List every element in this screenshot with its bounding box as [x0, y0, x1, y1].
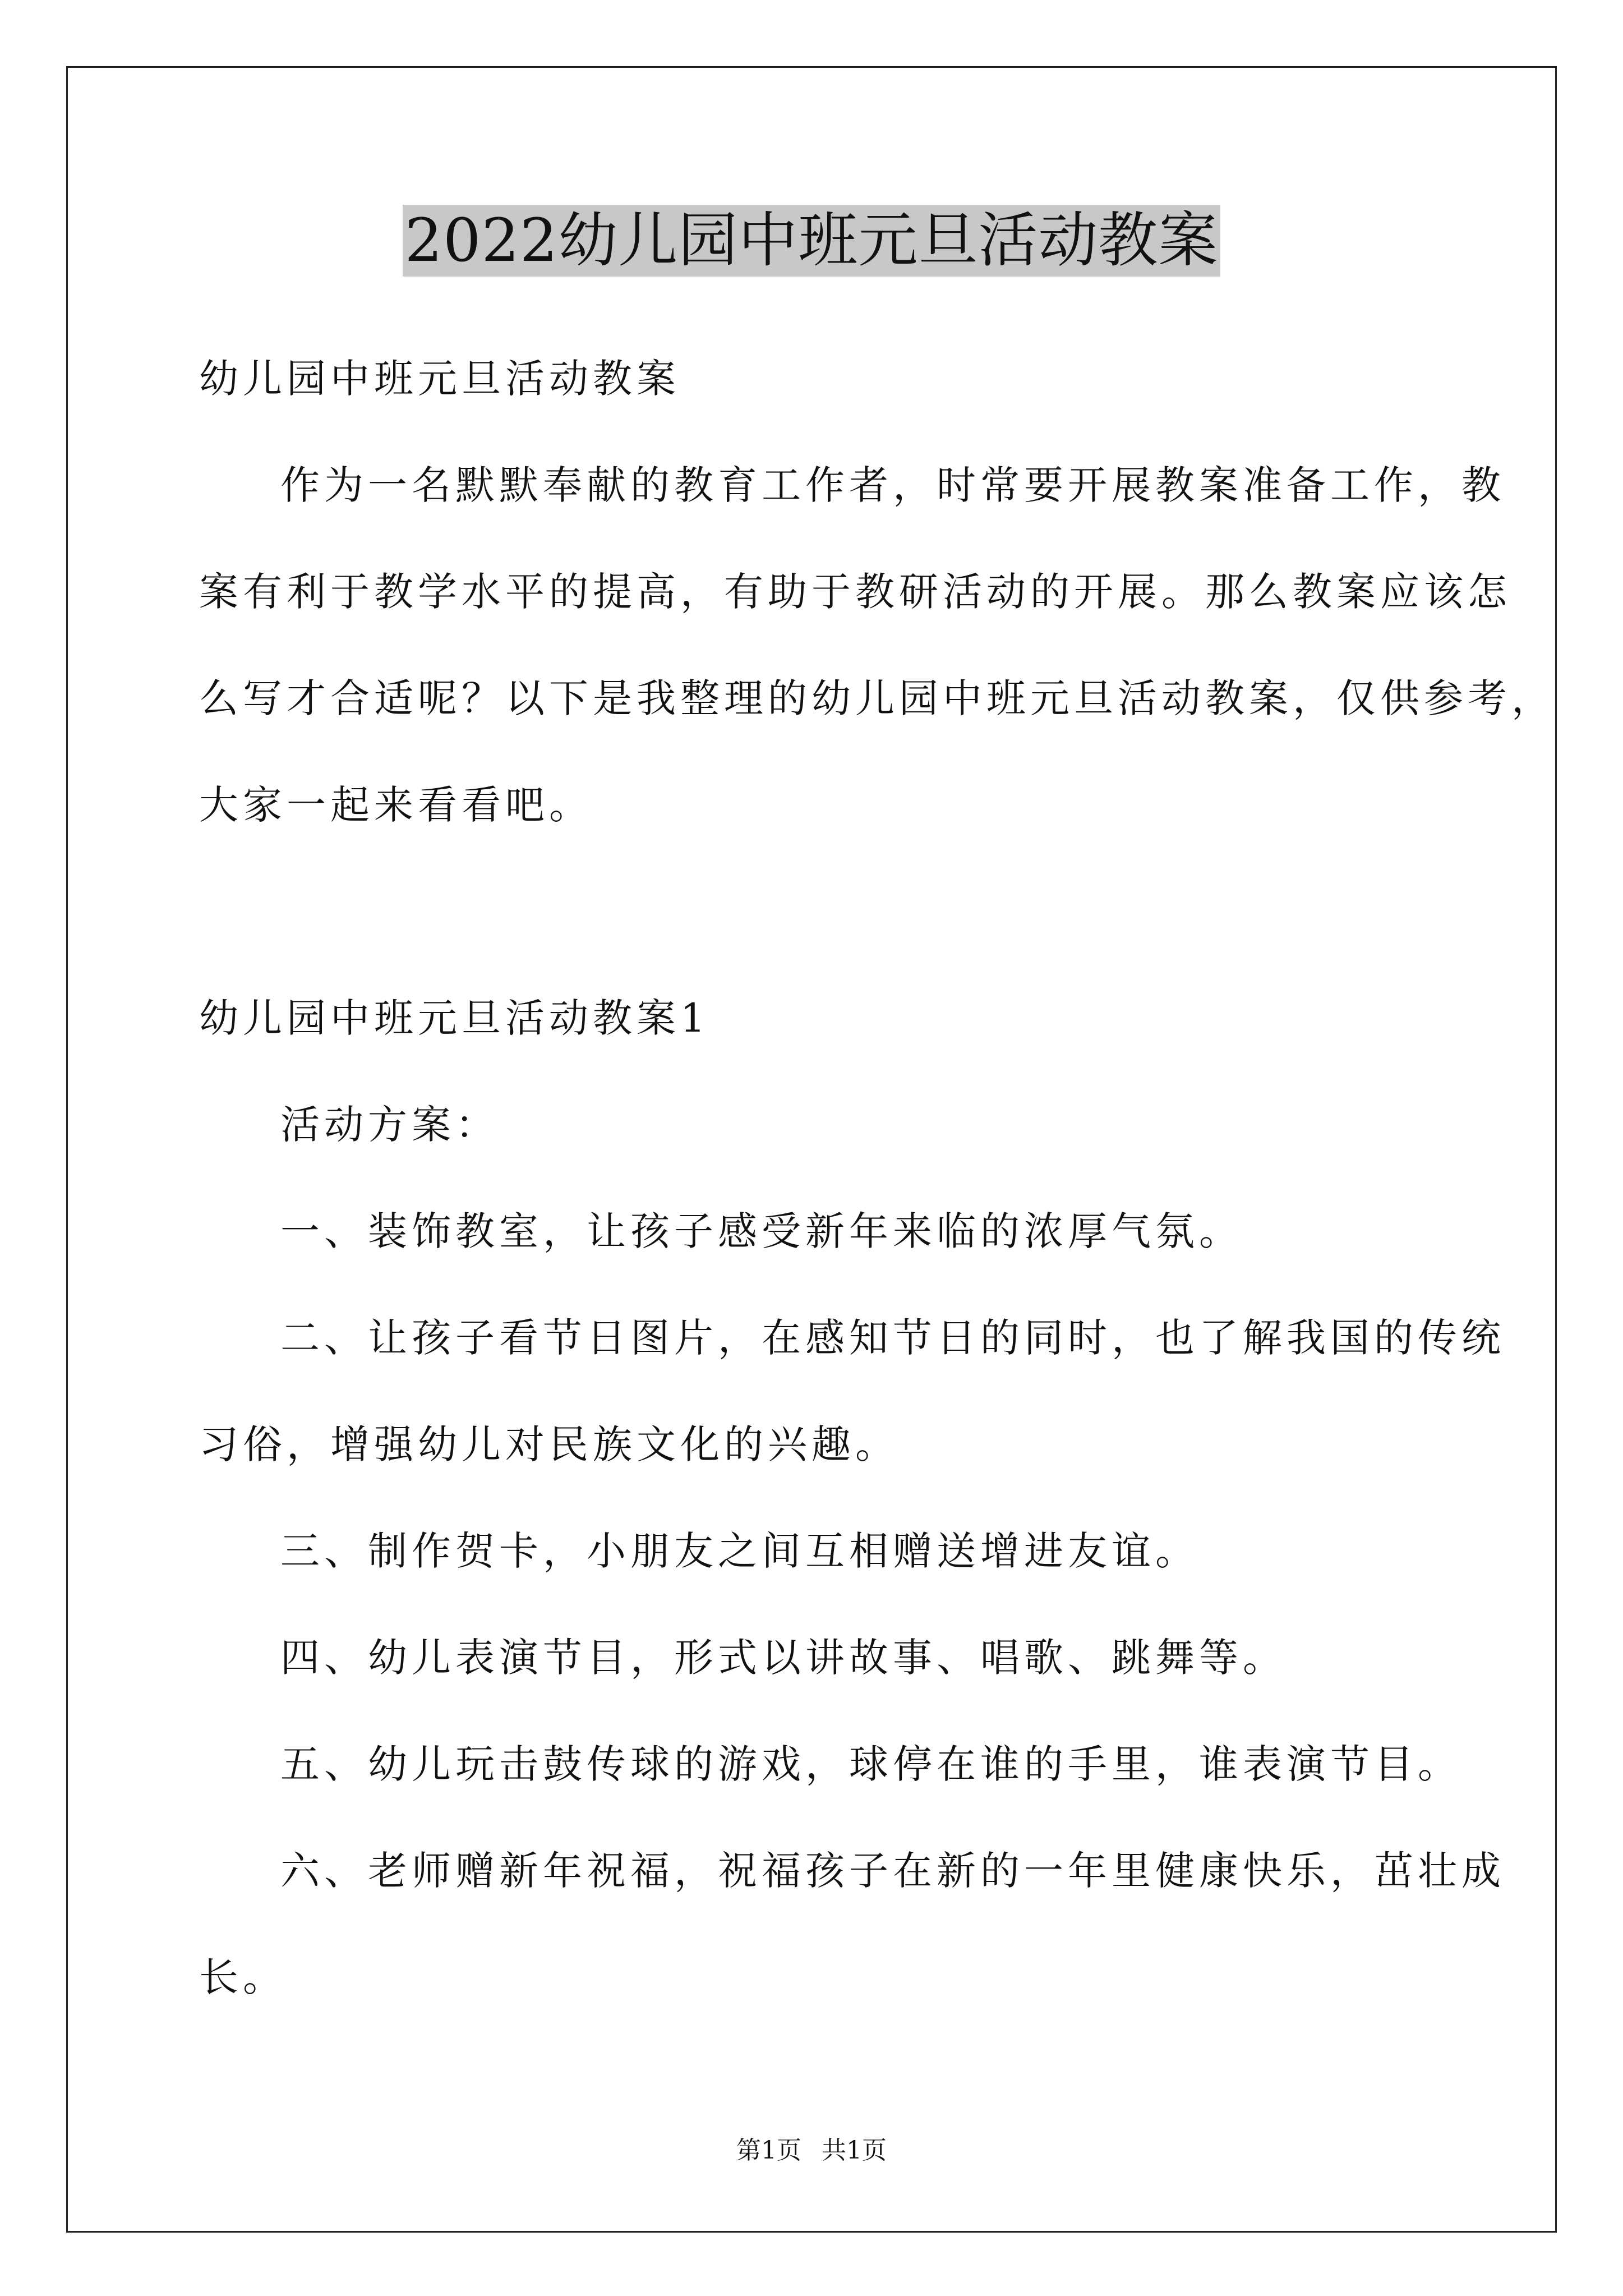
plan-item-3: 三、制作贺卡，小朋友之间互相赠送增进友谊。: [280, 1528, 1199, 1574]
plan-item-2-continued: 习俗，增强幼儿对民族文化的兴趣。: [199, 1421, 899, 1467]
intro-line-2: 案有利于教学水平的提高，有助于教研活动的开展。那么教案应该怎: [199, 569, 1511, 615]
subtitle: 幼儿园中班元旦活动教案: [199, 356, 680, 402]
plan-item-6: 六、老师赠新年祝福，祝福孩子在新的一年里健康快乐，茁壮成: [280, 1848, 1505, 1894]
plan-item-1: 一、装饰教室，让孩子感受新年来临的浓厚气氛。: [280, 1208, 1243, 1254]
document-title: 2022幼儿园中班元旦活动教案: [403, 205, 1221, 277]
intro-line-3: 么写才合适呢？以下是我整理的幼儿园中班元旦活动教案，仅供参考，: [199, 675, 1555, 721]
page-total: 共1页: [822, 2136, 887, 2165]
plan-item-5: 五、幼儿玩击鼓传球的游戏，球停在谁的手里，谁表演节目。: [280, 1741, 1461, 1787]
plan-item-2: 二、让孩子看节日图片，在感知节日的同时，也了解我国的传统: [280, 1315, 1505, 1361]
page-footer: [0, 2135, 1623, 2166]
intro-line-1: 作为一名默默奉献的教育工作者，时常要开展教案准备工作，教: [280, 462, 1505, 508]
plan-item-4: 四、幼儿表演节目，形式以讲故事、唱歌、跳舞等。: [280, 1635, 1287, 1681]
intro-line-4: 大家一起来看看吧。: [199, 782, 593, 828]
title-container: [0, 205, 1623, 277]
plan-item-6-continued: 长。: [199, 1954, 287, 2000]
page-number: 第1页: [736, 2136, 801, 2165]
plan-label: 活动方案：: [280, 1102, 499, 1148]
section-heading: 幼儿园中班元旦活动教案1: [199, 995, 710, 1041]
